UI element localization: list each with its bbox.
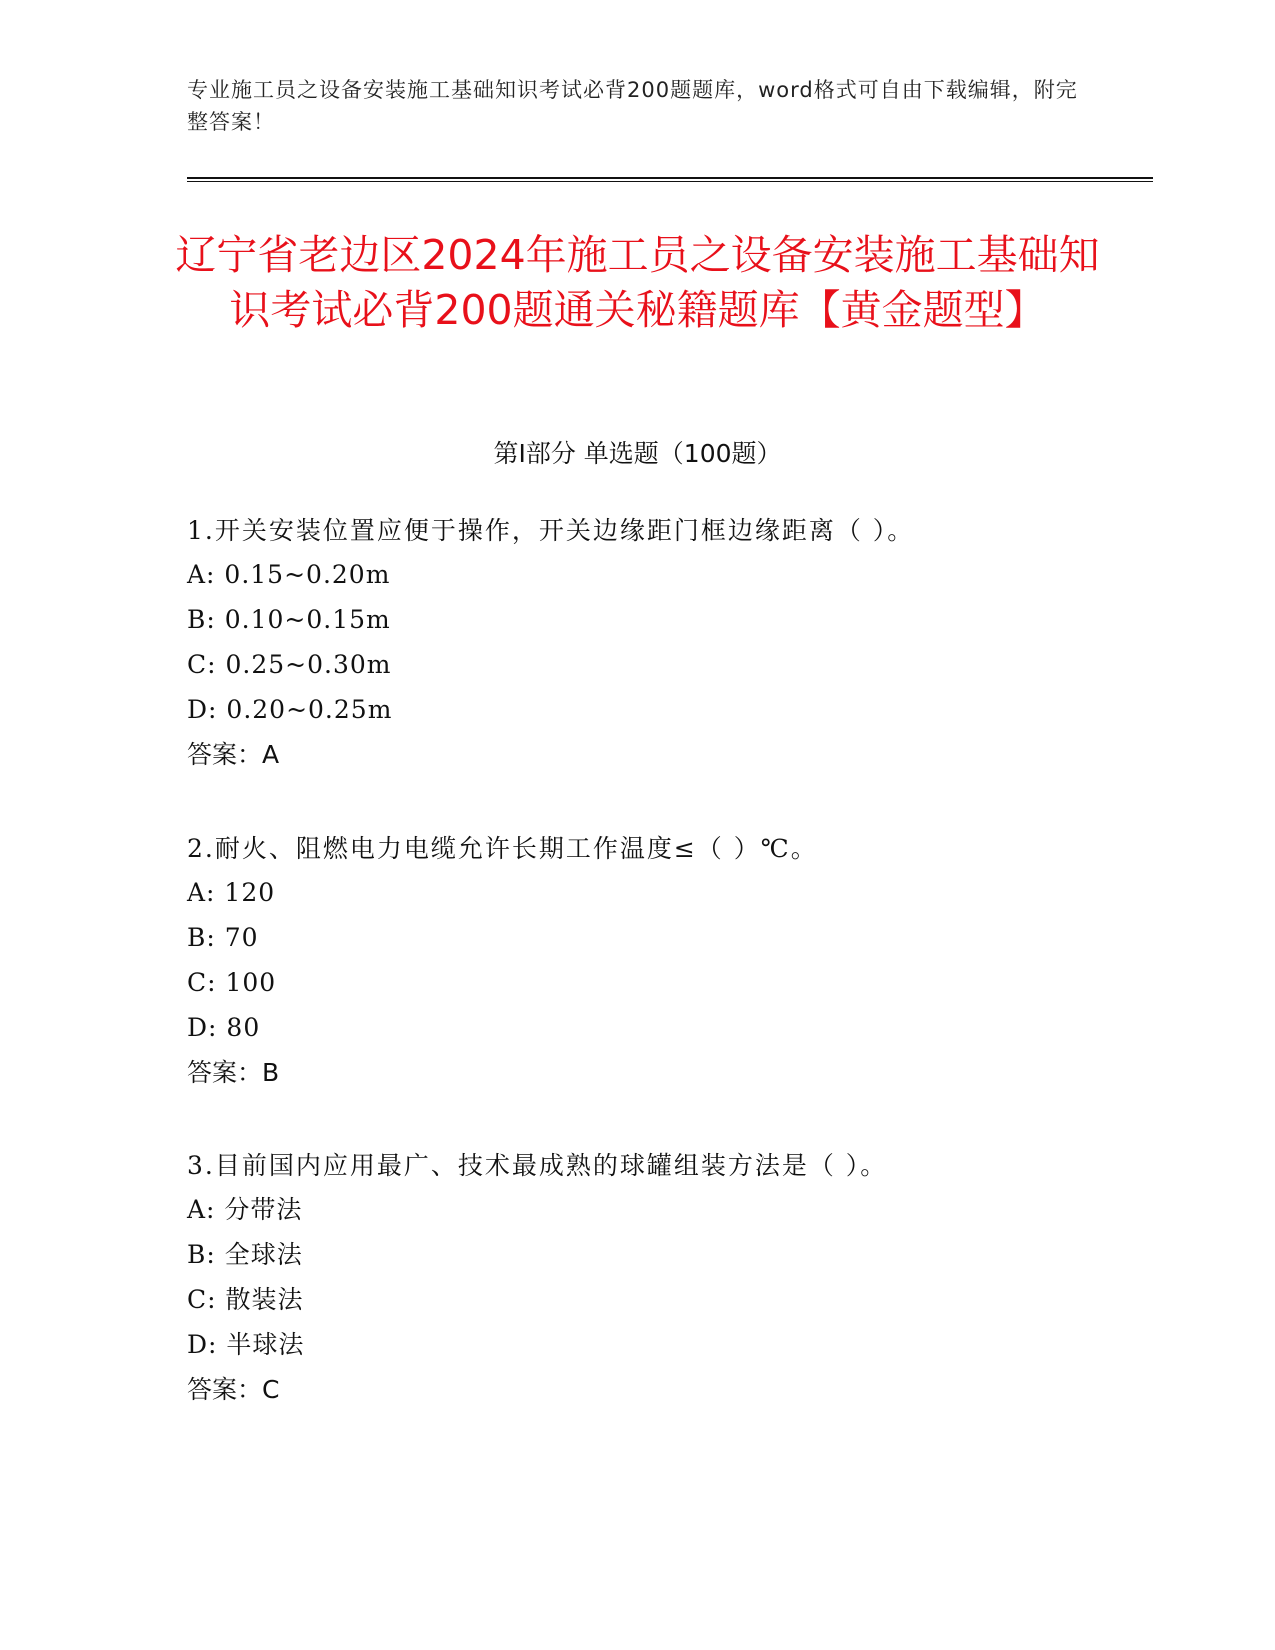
option-c: C: 100 bbox=[187, 968, 277, 997]
header-note: 专业施工员之设备安装施工基础知识考试必背200题题库，word格式可自由下载编辑，附完整答案！ bbox=[187, 78, 1078, 134]
answer: 答案：A bbox=[187, 740, 280, 769]
header-divider-thick bbox=[187, 177, 1153, 179]
option-d: D: 0.20~0.25m bbox=[187, 695, 393, 724]
question-stem: 1.开关安装位置应便于操作，开关边缘距门框边缘距离（ ）。 bbox=[187, 516, 915, 545]
option-a: A: 0.15~0.20m bbox=[187, 560, 391, 589]
option-a: A: 分带法 bbox=[187, 1195, 303, 1224]
option-d: D: 80 bbox=[187, 1013, 261, 1042]
document-title: 辽宁省老边区2024年施工员之设备安装施工基础知识考试必背200题通关秘籍题库【黄金题型】 bbox=[175, 231, 1100, 334]
question-1 bbox=[187, 515, 1147, 771]
question-3 bbox=[187, 1150, 1147, 1406]
option-a: A: 120 bbox=[187, 878, 276, 907]
option-c: C: 0.25~0.30m bbox=[187, 650, 392, 679]
section-heading: 第I部分 单选题（100题） bbox=[493, 439, 782, 468]
option-c: C: 散装法 bbox=[187, 1285, 304, 1314]
question-2 bbox=[187, 833, 1147, 1089]
option-b: B: 70 bbox=[187, 923, 259, 952]
answer: 答案：B bbox=[187, 1058, 280, 1087]
answer: 答案：C bbox=[187, 1375, 280, 1404]
option-b: B: 全球法 bbox=[187, 1240, 303, 1269]
option-d: D: 半球法 bbox=[187, 1330, 305, 1359]
option-b: B: 0.10~0.15m bbox=[187, 605, 391, 634]
header-divider-thin bbox=[187, 181, 1153, 182]
question-stem: 3.目前国内应用最广、技术最成熟的球罐组装方法是（ ）。 bbox=[187, 1151, 888, 1180]
question-stem: 2.耐火、阻燃电力电缆允许长期工作温度≤（ ）℃。 bbox=[187, 834, 818, 863]
